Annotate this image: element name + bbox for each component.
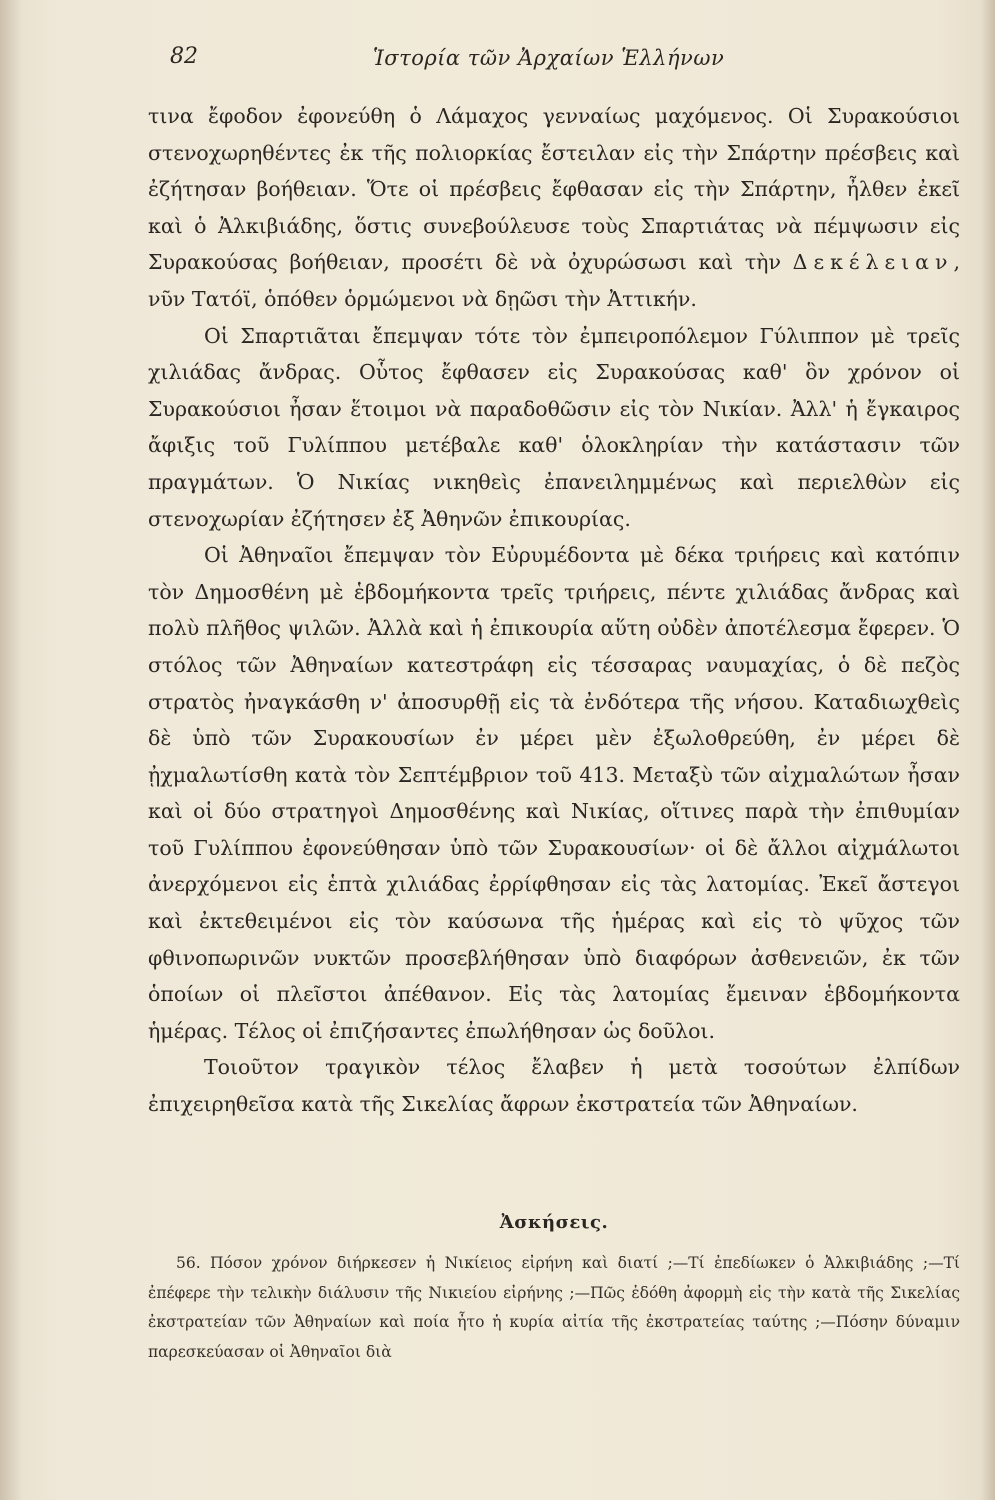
paragraph-1-end: , νῦν Τατόϊ, ὁπόθεν ὁρμώμενοι νὰ δῃῶσι τὴν Ἀττικήν. [148, 250, 960, 311]
spaced-place-name: Δεκέλειαν [792, 250, 954, 275]
exercise-item: 56. Πόσον χρόνον διήρκεσεν ἡ Νικίειος εἰρήνη καὶ διατί ;—Τί ἐπεδίωκεν ὁ Ἀλκιβιάδης ;—Τί ἐπέφερε τὴν τελικὴν διάλυσιν τῆς Νικιείου εἰρήνης ;—Πῶς ἐδόθη ἀφορμὴ εἰς τὴν κατὰ τῆς Σικελίας ἐκστρατείαν τῶν Ἀθηναίων καὶ ποία ἦτο ἡ κυρία αἰτία τῆς ἐκστρατείας ταύτης ;—Πόσην δύναμιν παρεσκεύασαν οἱ Ἀθηναῖοι διὰ [148, 1254, 960, 1361]
running-title: Ἱστορία τῶν Ἀρχαίων Ἑλλήνων [373, 46, 725, 70]
page-number: 82 [170, 44, 198, 69]
paragraph-1-text: τινα ἔφοδον ἐφονεύθη ὁ Λάμαχος γενναίως μαχόμενος. Οἱ Συρακούσιοι στενοχωρηθέντες ἐκ τῆς πολιορκίας ἔστειλαν εἰς τὴν Σπάρτην πρέσβεις καὶ ἐζήτησαν βοήθειαν. Ὅτε οἱ πρέσβεις ἔφθασαν εἰς τὴν Σπάρτην, ἦλθεν ἐκεῖ καὶ ὁ Ἀλκιβιάδης, ὅστις συνεβούλευσε τοὺς Σπαρτιάτας νὰ πέμψωσιν εἰς Συρακούσας βοήθειαν, προσέτι δὲ νὰ ὀχυρώσωσι καὶ τὴν [148, 104, 960, 275]
main-text [148, 98, 960, 1123]
page-edge-shadow [981, 0, 995, 1500]
paragraph-4: Τοιοῦτον τραγικὸν τέλος ἔλαβεν ἡ μετὰ τοσούτων ἐλπίδων ἐπιχειρηθεῖσα κατὰ τῆς Σικελίας ἄφρων ἐκστρατεία τῶν Ἀθηναίων. [148, 1055, 960, 1117]
binding-shadow [0, 0, 22, 1500]
paragraph-3: Οἱ Ἀθηναῖοι ἔπεμψαν τὸν Εὐρυμέδοντα μὲ δέκα τριήρεις καὶ κατόπιν τὸν Δημοσθένη μὲ ἑβδομήκοντα τρεῖς τριήρεις, πέντε χιλιάδας ἄνδρας καὶ πολὺ πλῆθος ψιλῶν. Ἀλλὰ καὶ ἡ ἐπικουρία αὕτη οὐδὲν ἀποτέλεσμα ἔφερεν. Ὁ στόλος τῶν Ἀθηναίων κατεστράφη εἰς τέσσαρας ναυμαχίας, ὁ δὲ πεζὸς στρατὸς ἠναγκάσθη ν' ἀποσυρθῇ εἰς τὰ ἐνδότερα τῆς νήσου. Καταδιωχθεὶς δὲ ὑπὸ τῶν Συρακουσίων ἐν μέρει μὲν ἐξωλοθρεύθη, ἐν μέρει δὲ ᾐχμαλωτίσθη κατὰ τὸν Σεπτέμβριον τοῦ 413. Μεταξὺ τῶν αἰχμαλώτων ἦσαν καὶ οἱ δύο στρατηγοὶ Δημοσθένης καὶ Νικίας, οἵτινες παρὰ τὴν ἐπιθυμίαν τοῦ Γυλίππου ἐφονεύθησαν ὑπὸ τῶν Συρακουσίων· οἱ δὲ ἄλλοι αἰχμάλωτοι ἀνερχόμενοι εἰς ἑπτὰ χιλιάδας ἐρρίφθησαν εἰς τὰς λατομίας. Ἐκεῖ ἄστεγοι καὶ ἐκτεθειμένοι εἰς τὸν καύσωνα τῆς ἡμέρας καὶ εἰς τὸ ψῦχος τῶν φθινοπωρινῶν νυκτῶν προσεβλήθησαν ὑπὸ διαφόρων ἀσθενειῶν, ἐκ τῶν ὁποίων οἱ πλεῖστοι ἀπέθανον. Εἰς τὰς λατομίας ἔμειναν ἑβδομήκοντα ἡμέρας. Τέλος οἱ ἐπιζήσαντες ἐπωλήθησαν ὡς δοῦλοι. [148, 543, 960, 1043]
running-header [148, 40, 948, 80]
exercises-heading: Ἀσκήσεις. [499, 1212, 609, 1233]
paragraph-2: Οἱ Σπαρτιᾶται ἔπεμψαν τότε τὸν ἐμπειροπόλεμον Γύλιππον μὲ τρεῖς χιλιάδας ἄνδρας. Οὗτος ἔφθασεν εἰς Συρακούσας καθ' ὃν χρόνον οἱ Συρακούσιοι ἦσαν ἕτοιμοι νὰ παραδοθῶσιν εἰς τὸν Νικίαν. Ἀλλ' ἡ ἔγκαιρος ἄφιξις τοῦ Γυλίππου μετέβαλε καθ' ὁλοκληρίαν τὴν κατάστασιν τῶν πραγμάτων. Ὁ Νικίας νικηθεὶς ἐπανειλημμένως καὶ περιελθὼν εἰς στενοχωρίαν ἐζήτησεν ἐξ Ἀθηνῶν ἐπικουρίας. [148, 323, 960, 531]
paragraph-1 [148, 98, 960, 318]
exercises-section [148, 1212, 960, 1367]
